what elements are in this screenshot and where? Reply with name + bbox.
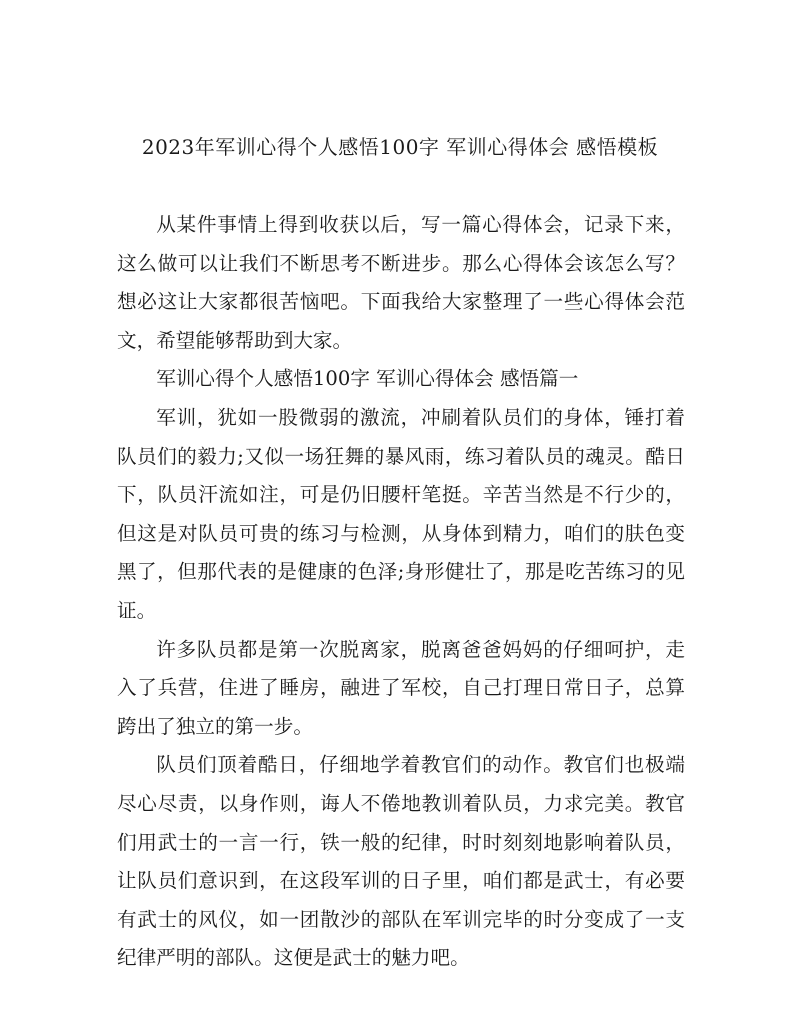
document-title: 2023年军训心得个人感悟100字 军训心得体会 感悟模板 (141, 135, 659, 159)
body-paragraph: 许多队员都是第一次脱离家，脱离爸爸妈妈的仔细呵护，走入了兵营，住进了睡房，融进了军校，自己打理日常日子，总算跨出了独立的第一步。 (117, 637, 685, 738)
intro-paragraph: 从某件事情上得到收获以后，写一篇心得体会，记录下来，这么做可以让我们不断思考不断进步。那么心得体会该怎么写？想必这让大家都很苦恼吧。下面我给大家整理了一些心得体会范文，希望能够帮助到大家。 (117, 213, 685, 352)
section-heading: 军训心得个人感悟100字 军训心得体会 感悟篇一 (156, 367, 579, 391)
body-paragraph: 军训，犹如一股微弱的激流，冲刷着队员们的身体，锤打着队员们的毅力;又似一场狂舞的暴风雨，练习着队员的魂灵。酷日下，队员汗流如注，可是仍旧腰杆笔挺。辛苦当然是不行少的，但这是对队员可贵的练习与检测，从身体到精力，咱们的肤色变黑了，但那代表的是健康的色泽;身形健壮了，那是吃苦练习的见证。 (117, 405, 685, 622)
document-body (117, 206, 685, 978)
body-paragraph: 队员们顶着酷日，仔细地学着教官们的动作。教官们也极端尽心尽责，以身作则，诲人不倦地教训着队员，力求完美。教官们用武士的一言一行，铁一般的纪律，时时刻刻地影响着队员，让队员们意识到，在这段军训的日子里，咱们都是武士，有必要有武士的风仪，如一团散沙的部队在军训完毕的时分变成了一支纪律严明的部队。这便是武士的魅力吧。 (117, 753, 685, 970)
